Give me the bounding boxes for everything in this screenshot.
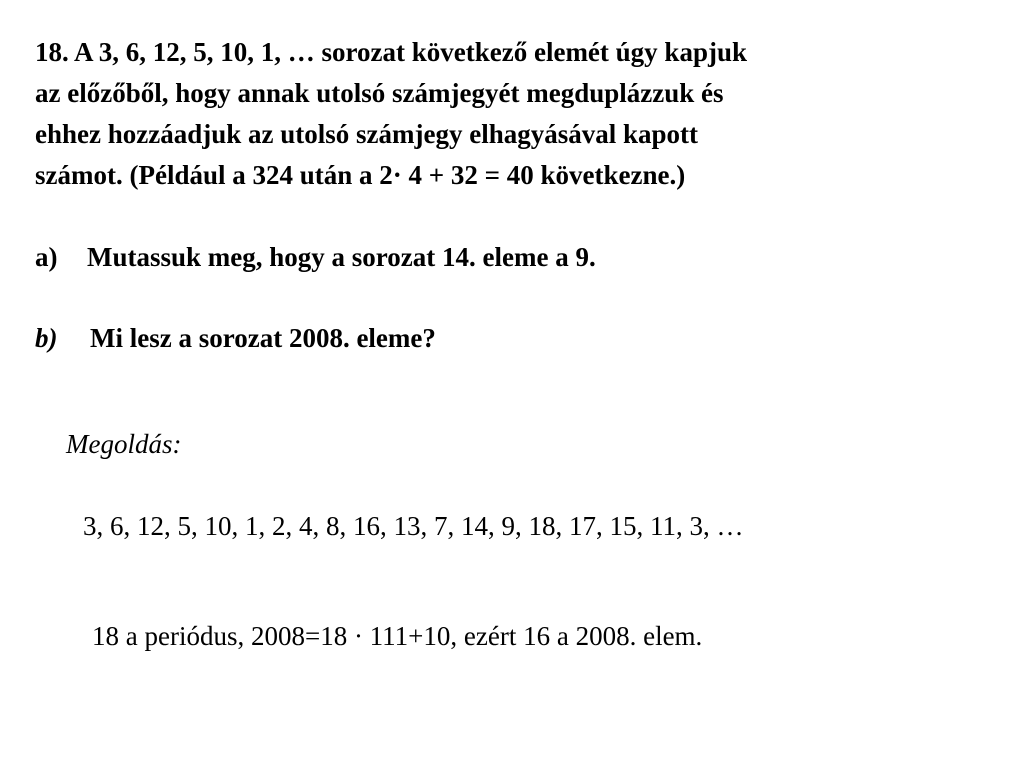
solution-conclusion: 18 a periódus, 2008=18 · 111+10, ezért 16 a 2008. elem. [92, 621, 703, 651]
problem-line: ehhez hozzáadjuk az utolsó számjegy elhagyásával kapott [35, 119, 698, 149]
task-b-marker: b) [35, 323, 58, 353]
task-a [35, 240, 596, 274]
problem-statement [35, 32, 995, 196]
problem-line: 18. A 3, 6, 12, 5, 10, 1, … sorozat következő elemét úgy kapjuk [35, 37, 747, 67]
task-b [35, 321, 436, 355]
solution-heading: Megoldás: [66, 429, 182, 459]
problem-line: számot. (Például a 324 után a 2· 4 + 32 = 40 következne.) [35, 160, 686, 190]
solution-sequence: 3, 6, 12, 5, 10, 1, 2, 4, 8, 16, 13, 7, 14, 9, 18, 17, 15, 11, 3, … [83, 511, 744, 541]
task-a-text: Mutassuk meg, hogy a sorozat 14. eleme a 9. [87, 242, 596, 272]
task-a-marker: a) [35, 242, 58, 272]
task-b-text: Mi lesz a sorozat 2008. eleme? [90, 323, 436, 353]
problem-line: az előzőből, hogy annak utolsó számjegyét megduplázzuk és [35, 78, 724, 108]
